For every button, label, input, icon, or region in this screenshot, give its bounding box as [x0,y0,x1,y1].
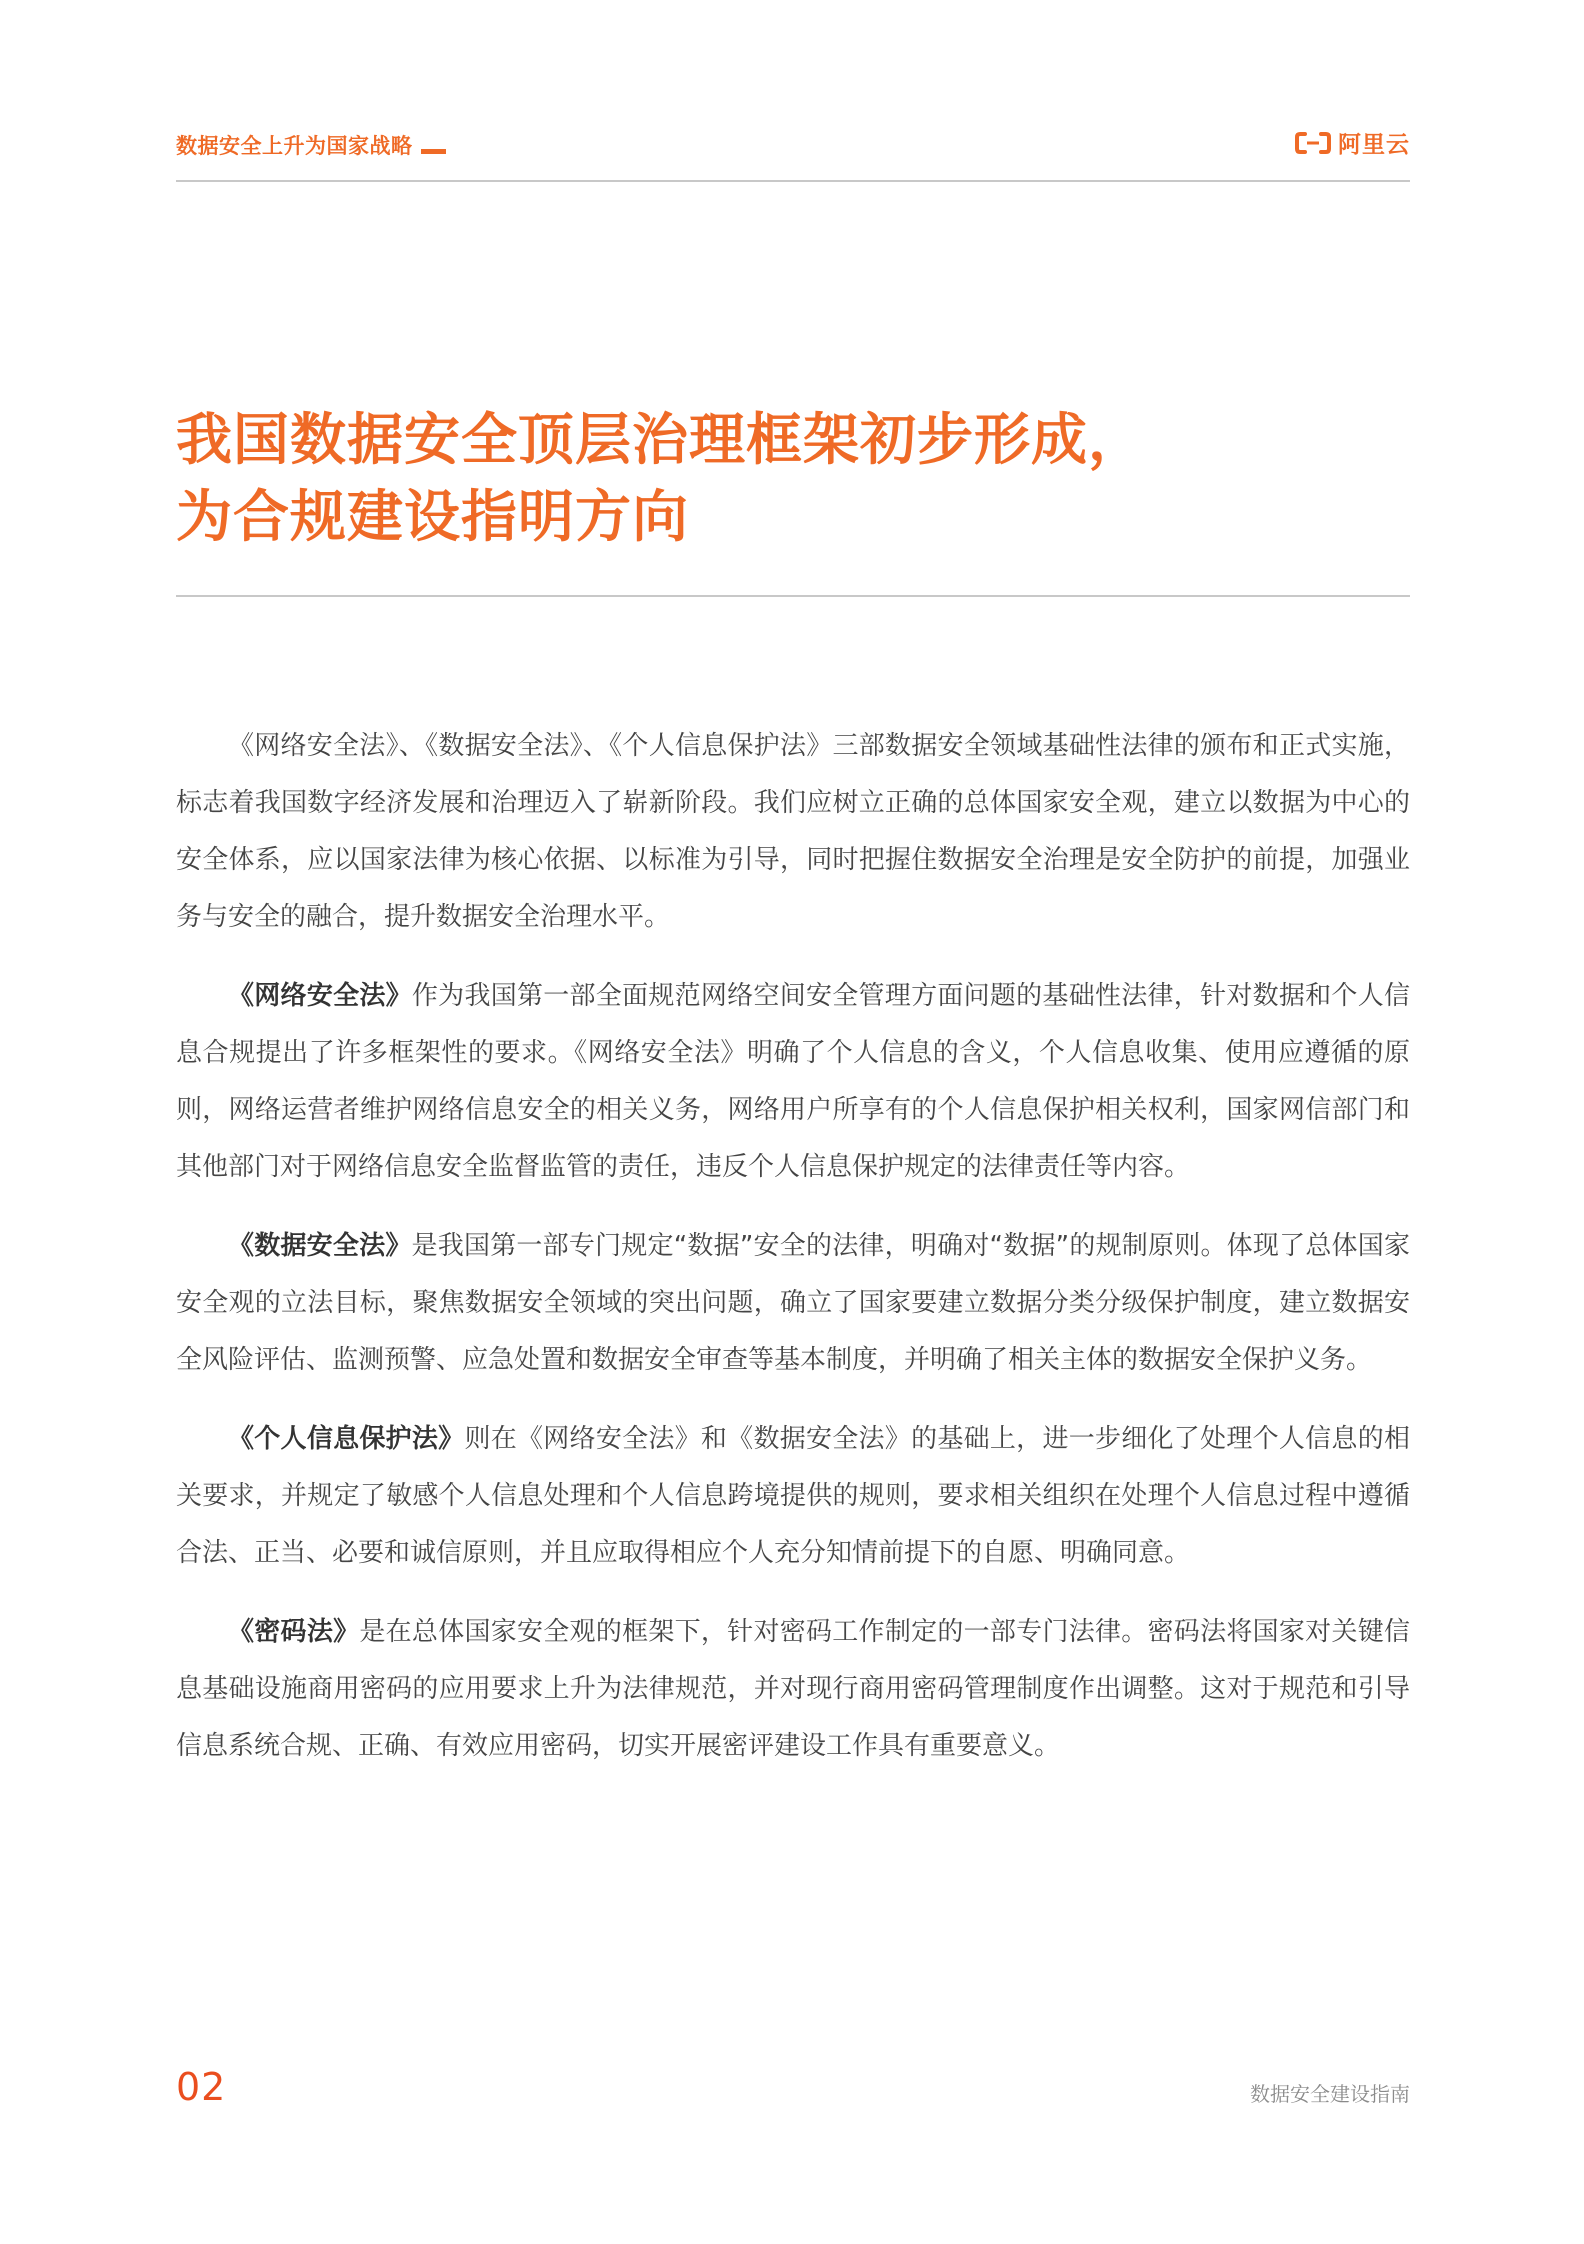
page-title-line-2: 为合规建设指明方向 [176,485,689,550]
page-title-line-1: 我国数据安全顶层治理框架初步形成， [176,408,1145,473]
logo-text: 阿里云 [1338,132,1410,158]
title-divider [176,595,1410,597]
paragraph-cryptography-law [176,1604,1410,1775]
aliyun-bracket-icon [1294,131,1332,155]
page-number: 02 [176,2065,227,2109]
paragraph-lead: 《网络安全法》 [228,981,412,1011]
page-header [176,124,1410,164]
paragraph-text: 《网络安全法》、《数据安全法》、《个人信息保护法》三部数据安全领域基础性法律的颁布和正式实施，标志着我国数字经济发展和治理迈入了崭新阶段。我们应树立正确的总体国家安全观，建立以数据为中心的安全体系，应以国家法律为核心依据、以标准为引导，同时把握住数据安全治理是安全防护的前提，加强业务与安全的融合，提升数据安全治理水平。 [176,731,1410,932]
paragraph-cybersecurity-law [176,968,1410,1196]
paragraph-lead: 《密码法》 [228,1617,360,1647]
section-title [176,130,446,160]
paragraph-lead: 《数据安全法》 [228,1231,412,1261]
paragraph-text: 作为我国第一部全面规范网络空间安全管理方面问题的基础性法律，针对数据和个人信息合规提出了许多框架性的要求。《网络安全法》明确了个人信息的含义，个人信息收集、使用应遵循的原则，网络运营者维护网络信息安全的相关义务，网络用户所享有的个人信息保护相关权利，国家网信部门和其他部门对于网络信息安全监督监管的责任，违反个人信息保护规定的法律责任等内容。 [176,981,1410,1182]
section-title-text: 数据安全上升为国家战略 [176,134,413,158]
paragraph-intro [176,718,1410,946]
paragraph-text: 则在《网络安全法》和《数据安全法》的基础上，进一步细化了处理个人信息的相关要求，并规定了敏感个人信息处理和个人信息跨境提供的规则，要求相关组织在处理个人信息过程中遵循合法、正当、必要和诚信原则，并且应取得相应个人充分知情前提下的自愿、明确同意。 [176,1424,1410,1568]
accent-dash [421,149,446,154]
header-divider [176,180,1410,182]
body-text [176,718,1410,1797]
paragraph-lead: 《个人信息保护法》 [228,1424,465,1454]
paragraph-text: 是在总体国家安全观的框架下，针对密码工作制定的一部专门法律。密码法将国家对关键信息基础设施商用密码的应用要求上升为法律规范，并对现行商用密码管理制度作出调整。这对于规范和引导信息系统合规、正确、有效应用密码，切实开展密评建设工作具有重要意义。 [176,1617,1410,1761]
page-title [176,402,1410,556]
paragraph-text: 是我国第一部专门规定“数据”安全的法律，明确对“数据”的规制原则。体现了总体国家安全观的立法目标，聚焦数据安全领域的突出问题，确立了国家要建立数据分类分级保护制度，建立数据安全风险评估、监测预警、应急处置和数据安全审查等基本制度，并明确了相关主体的数据安全保护义务。 [176,1231,1410,1375]
footer-document-title: 数据安全建设指南 [1250,2082,1410,2106]
aliyun-logo [1294,126,1410,159]
paragraph-data-security-law [176,1218,1410,1389]
paragraph-pipl [176,1411,1410,1582]
